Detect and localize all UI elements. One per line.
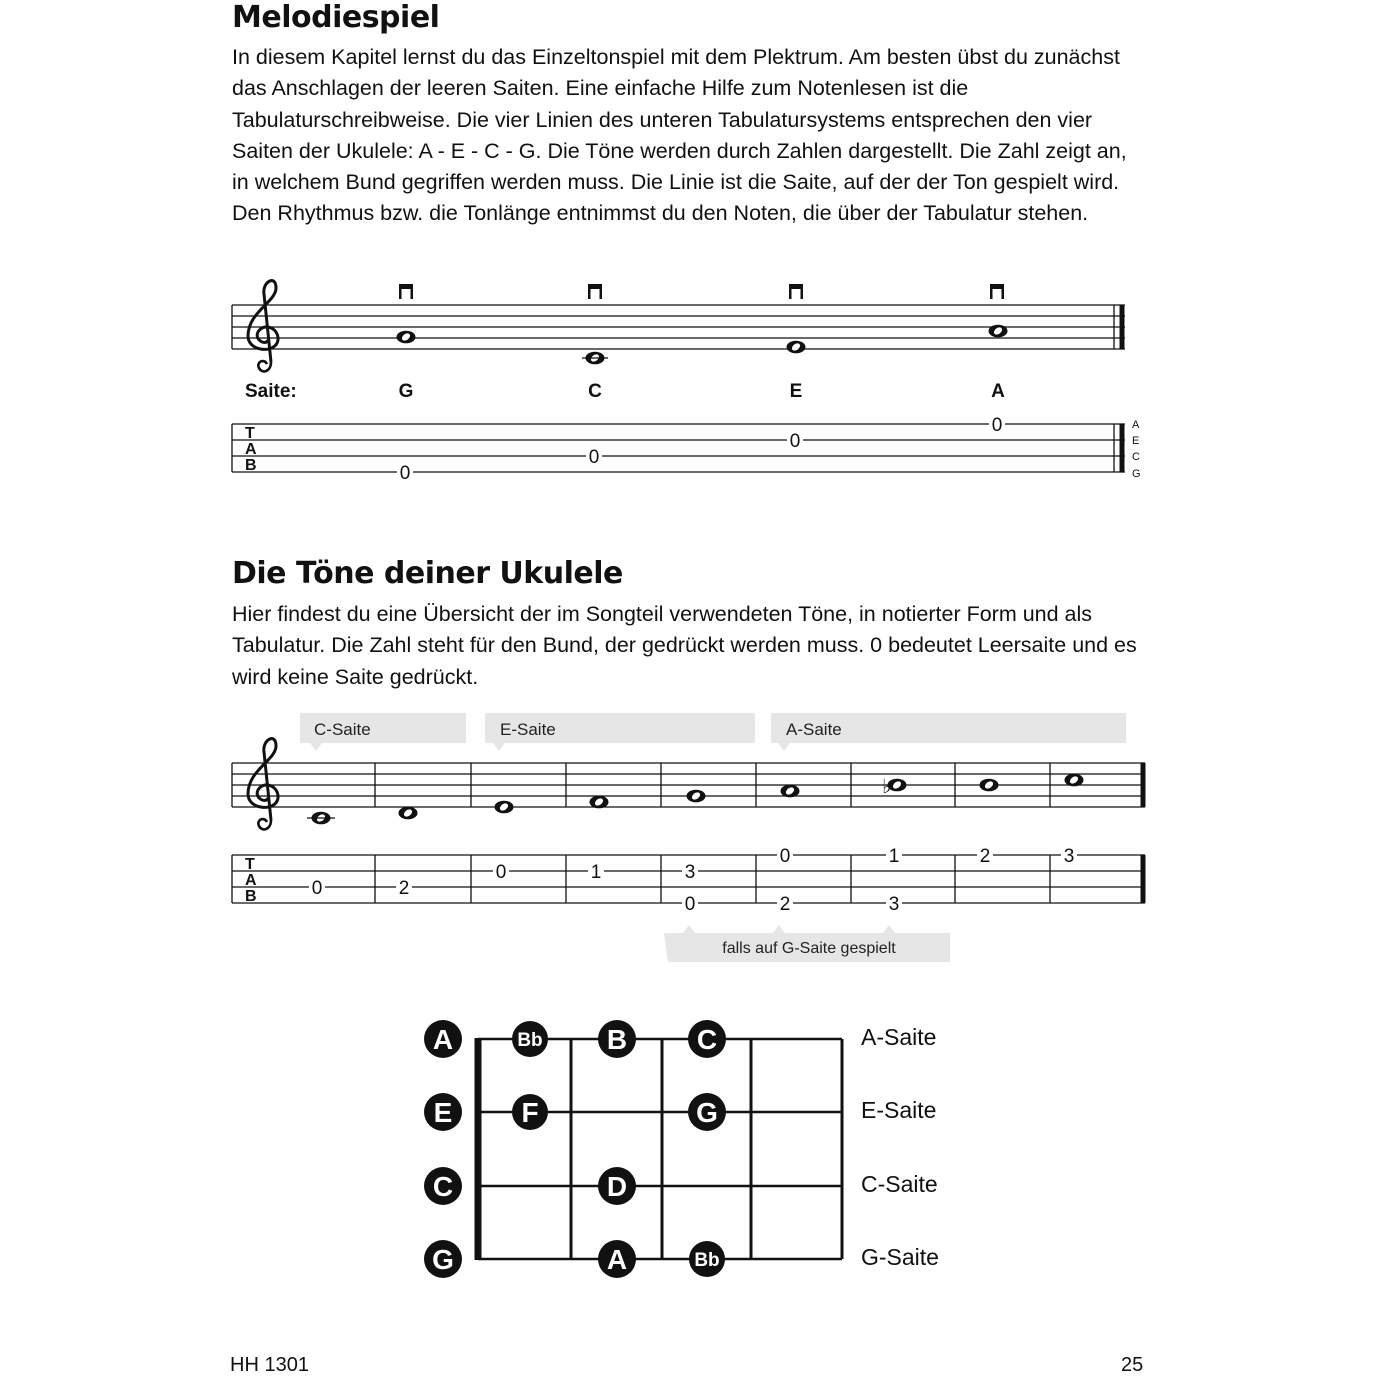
fretboard bbox=[478, 1038, 842, 1260]
svg-text:2: 2 bbox=[979, 846, 991, 867]
callout-label-e: E-Saite bbox=[500, 720, 556, 739]
string-name-e: E bbox=[789, 381, 803, 402]
svg-text:3: 3 bbox=[684, 862, 696, 883]
fretboard-dots bbox=[424, 1020, 726, 1278]
saite-label: Saite: bbox=[245, 381, 297, 402]
svg-text:A: A bbox=[245, 872, 257, 889]
fret-note: C bbox=[696, 1024, 718, 1055]
notes-example1 bbox=[397, 325, 1008, 365]
tab-letters-1 bbox=[245, 425, 257, 474]
svg-text:A: A bbox=[245, 441, 257, 458]
fret-note: G bbox=[696, 1097, 718, 1128]
tab-fret: 0 bbox=[588, 447, 600, 468]
svg-text:B: B bbox=[245, 457, 257, 474]
svg-text:0: 0 bbox=[311, 878, 323, 899]
downstroke-marks bbox=[399, 284, 1004, 299]
string-label-a: A-Saite bbox=[861, 1024, 937, 1050]
section-title-toene: Die Töne deiner Ukulele bbox=[232, 556, 623, 591]
svg-text:2: 2 bbox=[398, 878, 410, 899]
string-name-g: G bbox=[398, 381, 414, 402]
svg-text:A: A bbox=[1132, 419, 1140, 431]
fret-note: A bbox=[606, 1244, 628, 1275]
example2-staff bbox=[232, 763, 1145, 807]
svg-text:0: 0 bbox=[684, 894, 696, 915]
tab-string-labels bbox=[1132, 419, 1141, 480]
fret-note: F bbox=[521, 1097, 539, 1128]
svg-text:T: T bbox=[245, 856, 255, 873]
string-name-c: C bbox=[588, 381, 602, 402]
flat-icon: ♭ bbox=[882, 774, 892, 798]
fret-note: Bb bbox=[694, 1250, 720, 1271]
svg-text:2: 2 bbox=[779, 894, 791, 915]
fret-note: B bbox=[606, 1024, 628, 1055]
toene-paragraph: Hier findest du eine Übersicht der im Songteil verwendeten Töne, in notierter Form und als Tabulatur. Die Zahl steht für den Bund, der gedrückt werden muss. 0 bedeutet Leersaite und es wird keine Saite gedrückt. bbox=[232, 602, 1137, 689]
open-note-a: A bbox=[432, 1024, 454, 1055]
svg-text:1: 1 bbox=[590, 862, 602, 883]
tab-fret: 0 bbox=[789, 431, 801, 452]
notes-example2 bbox=[307, 774, 1084, 825]
string-label-c: C-Saite bbox=[861, 1171, 938, 1197]
downstroke-icon bbox=[588, 284, 602, 299]
callout-label-g: falls auf G-Saite gespielt bbox=[722, 940, 896, 957]
svg-text:0: 0 bbox=[495, 862, 507, 883]
svg-text:G: G bbox=[1132, 468, 1141, 480]
tab-fret: 0 bbox=[991, 415, 1003, 436]
downstroke-icon bbox=[789, 284, 803, 299]
string-label-g: G-Saite bbox=[861, 1244, 939, 1270]
svg-text:3: 3 bbox=[1063, 846, 1075, 867]
svg-text:3: 3 bbox=[888, 894, 900, 915]
svg-text:T: T bbox=[245, 425, 255, 442]
svg-text:0: 0 bbox=[779, 846, 791, 867]
tab-letters-2 bbox=[245, 856, 257, 905]
note-e4 bbox=[787, 341, 806, 354]
svg-text:B: B bbox=[245, 888, 257, 905]
page-number: 25 bbox=[1121, 1354, 1144, 1376]
fret-note: D bbox=[606, 1171, 628, 1202]
open-note-e: E bbox=[433, 1097, 453, 1128]
open-note-g: G bbox=[432, 1244, 454, 1275]
callout-label-a: A-Saite bbox=[786, 720, 842, 739]
svg-text:1: 1 bbox=[888, 846, 900, 867]
open-note-c: C bbox=[432, 1171, 454, 1202]
string-name-a: A bbox=[991, 381, 1005, 402]
footer-code: HH 1301 bbox=[230, 1354, 309, 1376]
treble-clef-icon bbox=[248, 281, 278, 372]
string-label-e: E-Saite bbox=[861, 1097, 937, 1123]
tab-fret: 0 bbox=[399, 463, 411, 484]
svg-text:E: E bbox=[1132, 435, 1140, 447]
downstroke-icon bbox=[990, 284, 1004, 299]
melodiespiel-paragraph: In diesem Kapitel lernst du das Einzeltonspiel mit dem Plektrum. Am besten übst du zunächst das Anschlagen der leeren Saiten. Eine einfache Hilfe zum Notenlesen ist die Tabulaturschreibweise. Die vier Linien des unteren Tabulatursystems entsprechen den vier Saiten der Ukulele: A - E - C - G. Die Töne werden durch Zahlen dargestellt. Die Zahl zeigt an, in welchem Bund gegriffen werden muss. Die Linie ist die Saite, auf der der Ton gespielt wird. Den Rhythmus bzw. die Tonlänge entnimmst du den Noten, die über der Tabulatur stehen. bbox=[232, 45, 1127, 226]
svg-text:C: C bbox=[1132, 451, 1140, 463]
treble-clef-icon bbox=[248, 739, 278, 830]
callout-label-c: C-Saite bbox=[314, 720, 371, 739]
note-g4 bbox=[397, 331, 416, 344]
section-title-melodiespiel: Melodiespiel bbox=[232, 0, 440, 35]
fret-note: Bb bbox=[517, 1030, 543, 1051]
note-a4 bbox=[989, 325, 1008, 338]
downstroke-icon bbox=[399, 284, 413, 299]
